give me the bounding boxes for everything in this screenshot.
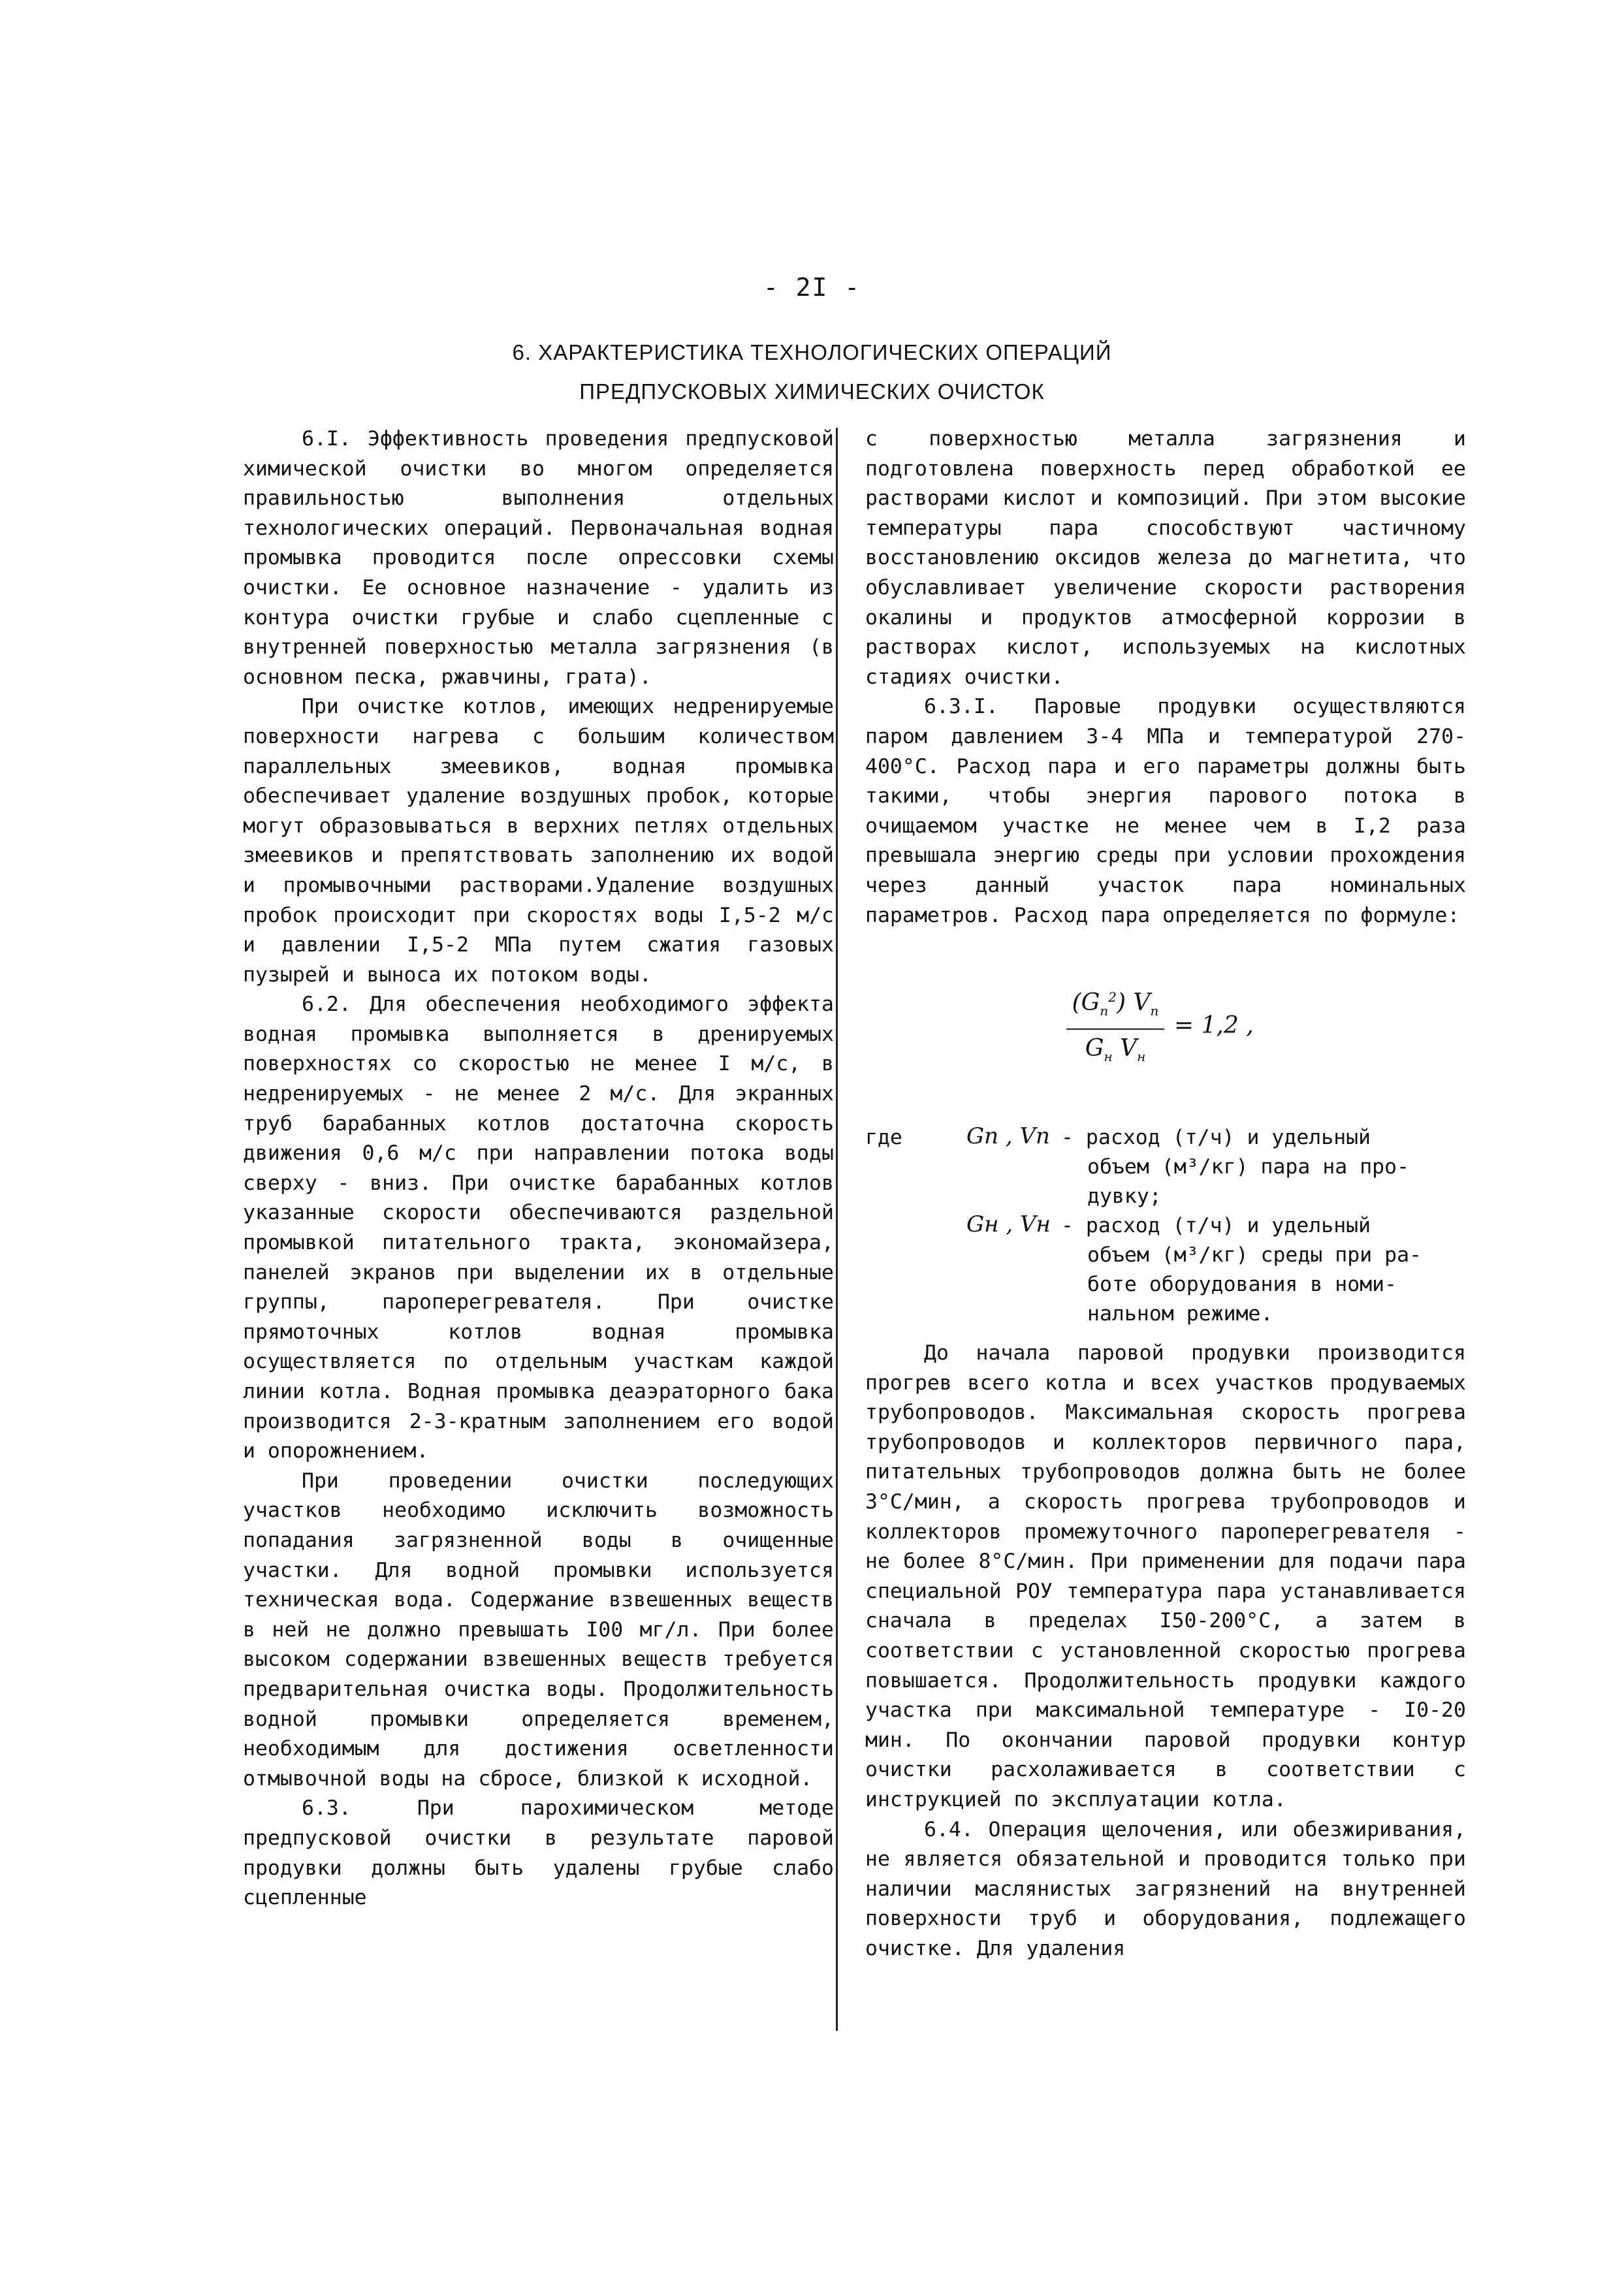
section-heading [0,333,1624,411]
paragraph-6-2: 6.2. Для обеспечения необходимого эффекта водная промывка выполняется в дренируемых поверхностях со скоростью не менее I м/с, в недренируемых - не менее 2 м/с. Для экранных труб барабанных котлов достаточна скорость движения 0,6 м/с при направлении потока воды сверху - вниз. При очистке барабанных котлов указанные скорости обеспечиваются раздельной промывкой питательного тракта, экономайзера, панелей экранов при выделении их в отдельные группы, пароперегревателя. При очистке прямоточных котлов водная промывка осуществляется по отдельным участкам каждой линии котла. Водная промывка деаэраторного бака производится 2-3-кратным заполнением его водой и опорожнением. [243,993,834,1463]
fraction-bar [1066,1028,1164,1030]
where-text-medium-4: нальном режиме. [1087,1302,1273,1326]
where-symbol-steam: Gп , Vп [966,1123,1050,1149]
formula-numerator: $(G_п^2)$ $V_п$ [1072,989,1159,1019]
where-text-medium-3: боте оборудования в номи- [1087,1273,1397,1296]
where-symbol-medium: Gн , Vн [966,1211,1051,1237]
paragraph-6-1: 6.I. Эффективность проведения предпусковой химической очистки во многом определяется правильностью выполнения отдельных технологических операций. Первоначальная водная промывка проводится после опрессовки схемы очистки. Ее основное назначение - удалить из контура очистки грубые и слабо сцепленные с внутренней поверхностью металла загрязнения (в основном песка, ржавчины, грата). [243,427,834,689]
paragraph-6-3: 6.3. При парохимическом методе предпусковой очистки в результате паровой продувки должны быть удалены грубые слабо сцепленные [243,1796,834,1910]
page-number: - 2I - [763,273,861,302]
column-divider [836,428,838,2031]
formula-result: = 1,2 , [1174,1012,1254,1039]
where-text-steam-3: дувку; [1087,1185,1162,1208]
left-column [243,424,834,1913]
right-column [865,424,1466,931]
paragraph-6-4: 6.4. Операция щелочения, или обезжиривания, не является обязательной и проводится только при наличии маслянистых загрязнений на внутренней поверхности труб и оборудования, подлежащего очистке. Для удаления [865,1817,1466,1960]
paragraph-6-3-continued: с поверхностью металла загрязнения и подготовлена поверхность перед обработкой ее растворами кислот и композиций. При этом высокие температуры пара способствуют частичному восстановлению оксидов железа до магнетита, что обуславливает увеличение скорости растворения окалины и продуктов атмосферной коррозии в растворах кислот, используемых на кислотных стадиях очистки. [865,427,1466,689]
paragraph-next-sections: При проведении очистки последующих участков необходимо исключить возможность попадания загрязненной воды в очищенные участки. Для водной промывки используется техническая вода. Содержание взвешенных веществ в ней не должно превышать I00 мг/л. При более высоком содержании взвешенных веществ требуется предварительная очистка воды. Продолжительность водной промывки определяется временем, необходимым для достижения осветленности отмывочной воды на сбросе, близкой к исходной. [243,1469,834,1791]
formula-denominator: $G_н$ $V_н$ [1085,1035,1146,1065]
paragraph-preheating: До начала паровой продувки производится прогрев всего котла и всех участков продуваемых трубопроводов. Максимальная скорость прогрева трубопроводов и коллекторов первичного пара, питательных трубопроводов должна быть не более 3°С/мин, а скорость прогрева трубопроводов и коллекторов промежуточного пароперегревателя - не более 8°С/мин. При применении для подачи пара специальной РОУ температура пара устанавливается сначала в пределах I50-200°С, а затем в соответствии с установленной скоростью прогрева повышается. Продолжительность продувки каждого участка при максимальной температуре - I0-20 мин. По окончании паровой продувки контур очистки расхолаживается в соответствии с инструкцией по эксплуатации котла. [865,1341,1466,1811]
where-text-medium-2: объем (м³/кг) среды при ра- [1087,1243,1422,1267]
steam-flow-formula [1063,989,1324,1081]
paragraph-6-3-1: 6.3.I. Паровые продувки осуществляются паром давлением 3-4 МПа и температурой 270-400°С. Расход пара и его параметры должны быть такими, чтобы энергия парового потока в очищаемом участке не менее чем в I,2 раза превышала энергию среды при условии прохождения через данный участок пара номинальных параметров. Расход пара определяется по формуле: [865,695,1466,927]
where-label: где [865,1126,902,1149]
heading-line-2: ПРЕДПУСКОВЫХ ХИМИЧЕСКИХ ОЧИСТОК [579,379,1045,404]
heading-line-1: 6. ХАРАКТЕРИСТИКА ТЕХНОЛОГИЧЕСКИХ ОПЕРАЦИЙ [512,340,1112,364]
right-column-lower [865,1339,1466,1964]
where-text-steam-2: объем (м³/кг) пара на про- [1087,1155,1410,1179]
where-text-medium-1: - расход (т/ч) и удельный [1061,1214,1371,1237]
paragraph-air-plugs: При очистке котлов, имеющих недренируемые поверхности нагрева с большим количеством параллельных змеевиков, водная промывка обеспечивает удаление воздушных пробок, которые могут образовываться в верхних петлях отдельных змеевиков и препятствовать заполнению их водой и промывочными растворами.Удаление воздушных пробок происходит при скоростях воды I,5-2 м/с и давлении I,5-2 МПа путем сжатия газовых пузырей и выноса их потоком воды. [243,695,834,987]
where-text-steam-1: - расход (т/ч) и удельный [1061,1126,1371,1149]
